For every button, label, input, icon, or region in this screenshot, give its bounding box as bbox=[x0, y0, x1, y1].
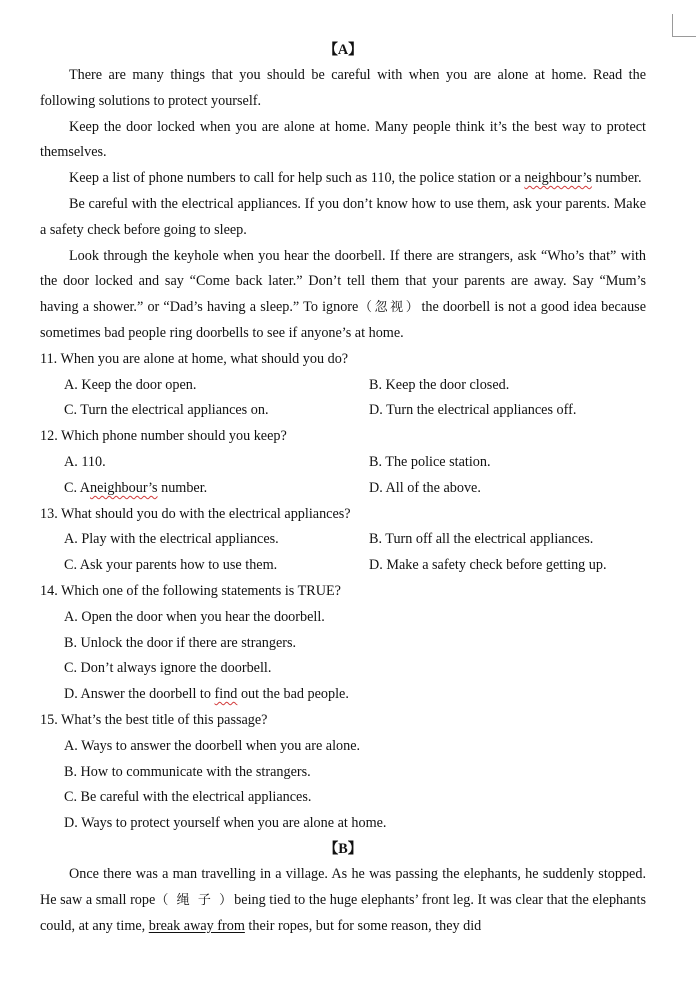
q13-option-b[interactable]: B. Turn off all the electrical appliances. bbox=[369, 531, 594, 548]
passage-a-heading: 【A】 bbox=[323, 42, 363, 58]
q15-option-d[interactable]: D. Ways to protect yourself when you are alone at home. bbox=[64, 815, 387, 832]
p5-text-end: the doorbell is not a good idea because sometimes bad people ring doorbells to see if anyone’s at home. bbox=[40, 299, 647, 341]
page-corner-mark bbox=[672, 14, 696, 37]
spellcheck-word: find bbox=[214, 686, 238, 703]
q12-option-c-prefix: C. A bbox=[64, 479, 91, 496]
q12-option-c[interactable] bbox=[40, 476, 343, 502]
p3-text-end: number. bbox=[591, 170, 642, 187]
q14-option-d-tail: out the bad people. bbox=[237, 686, 349, 703]
passage-b-heading: 【B】 bbox=[324, 840, 362, 857]
question-13-stem: 13. What should you do with the electrical appliances? bbox=[40, 505, 351, 522]
passage-b-paragraph-1 bbox=[40, 862, 646, 939]
question-12-stem: 12. Which phone number should you keep? bbox=[40, 428, 287, 445]
question-15-stem: 15. What’s the best title of this passage? bbox=[40, 711, 268, 728]
q15-option-b[interactable]: B. How to communicate with the strangers. bbox=[64, 763, 311, 780]
q12-option-d[interactable]: D. All of the above. bbox=[369, 479, 481, 496]
q14-option-a[interactable]: A. Open the door when you hear the doorbell. bbox=[64, 608, 325, 625]
p5-text-start: Look through the keyhole when you hear the doorbell. If there are strangers, ask “Who’s that” with the door locked and say “Come back later.” Don’t tell them that your parents are away. Say “Mum’s having a shower.” or “Dad’s having a sleep.” To ignore bbox=[40, 247, 646, 316]
question-13-options bbox=[40, 527, 646, 579]
q15-option-c[interactable]: C. Be careful with the electrical appliances. bbox=[64, 789, 312, 806]
question-14-options bbox=[40, 605, 646, 708]
q15-option-a[interactable]: A. Ways to answer the doorbell when you are alone. bbox=[64, 737, 361, 754]
q11-option-b[interactable]: B. Keep the door closed. bbox=[369, 376, 510, 393]
q14-option-b[interactable]: B. Unlock the door if there are strangers. bbox=[64, 634, 297, 651]
passage-a-paragraph-3 bbox=[40, 166, 646, 192]
question-12-options bbox=[40, 450, 646, 502]
p3-text-start: Keep a list of phone numbers to call for help such as 110, the police station or a bbox=[69, 170, 525, 187]
pb-text-start: Once there was a man travelling in a village. As he was passing the elephants, he suddenly stopped. He saw a small rope bbox=[40, 865, 646, 908]
q13-option-a[interactable]: A. Play with the electrical appliances. bbox=[64, 531, 279, 548]
q11-option-d[interactable]: D. Turn the electrical appliances off. bbox=[369, 402, 577, 419]
q13-option-d[interactable]: D. Make a safety check before getting up. bbox=[369, 557, 607, 574]
spellcheck-word: neighbour’s bbox=[90, 479, 158, 496]
q14-option-d[interactable] bbox=[40, 682, 646, 708]
document-page bbox=[40, 38, 646, 939]
question-11-options bbox=[40, 373, 646, 425]
passage-a-paragraph-4: Be careful with the electrical appliances. If you don’t know how to use them, ask your parents. Make a safety check before going to sleep. bbox=[40, 195, 646, 238]
q14-option-d-prefix: D. Answer the doorbell to bbox=[64, 686, 215, 703]
passage-a-paragraph-1: There are many things that you should be careful with when you are alone at home. Read the following solutions to protect yourself. bbox=[40, 67, 646, 109]
q11-option-a[interactable]: A. Keep the door open. bbox=[64, 376, 197, 393]
pb-text-middle: being tied to the huge elephants’ front leg. It was clear that the elephants could, at any time, bbox=[40, 891, 646, 934]
passage-a-paragraph-5 bbox=[40, 244, 646, 347]
q11-option-c[interactable]: C. Turn the electrical appliances on. bbox=[64, 402, 269, 419]
pb-text-end: their ropes, but for some reason, they did bbox=[244, 917, 482, 934]
question-14-stem: 14. Which one of the following statements is TRUE? bbox=[40, 582, 341, 599]
question-15-options bbox=[40, 734, 646, 837]
question-11-stem: 11. When you are alone at home, what should you do? bbox=[40, 350, 349, 367]
q14-option-c[interactable]: C. Don’t always ignore the doorbell. bbox=[64, 660, 272, 677]
chinese-gloss: （ 绳 子 ） bbox=[155, 892, 235, 908]
spellcheck-word: neighbour’s bbox=[524, 170, 592, 187]
q13-option-c[interactable]: C. Ask your parents how to use them. bbox=[64, 557, 278, 574]
underlined-phrase: break away from bbox=[148, 917, 245, 934]
chinese-gloss: （忽视） bbox=[358, 300, 422, 316]
q12-option-a[interactable]: A. 110. bbox=[64, 453, 106, 470]
q12-option-c-tail: number. bbox=[157, 479, 208, 496]
q12-option-b[interactable]: B. The police station. bbox=[369, 453, 491, 470]
passage-a-paragraph-2: Keep the door locked when you are alone at home. Many people think it’s the best way to protect themselves. bbox=[40, 118, 646, 161]
